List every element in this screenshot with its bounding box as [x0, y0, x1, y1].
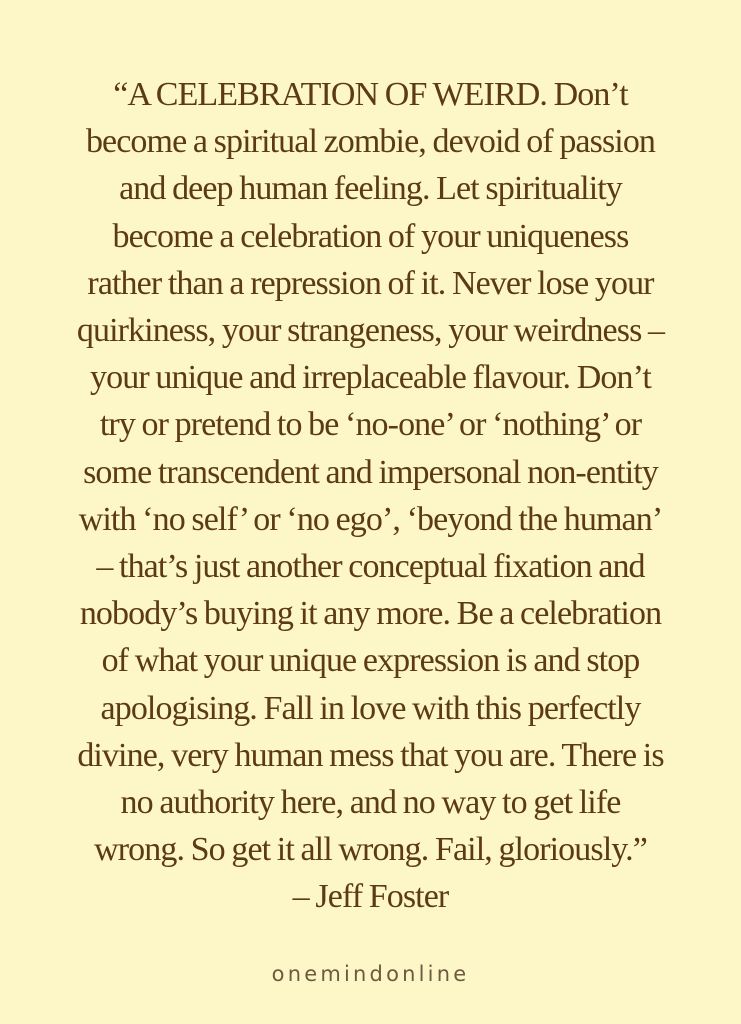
- quote-line: of what your unique expression is and stop: [101, 642, 640, 680]
- quote-line: become a spiritual zombie, devoid of passion: [85, 123, 656, 161]
- quote-line: your unique and irreplaceable flavour. Don’t: [90, 359, 651, 397]
- quote-line: and deep human feeling. Let spirituality: [119, 170, 622, 208]
- quote-attribution: – Jeff Foster: [292, 878, 449, 916]
- quote-line: “A CELEBRATION OF WEIRD. Don’t: [113, 76, 628, 113]
- quote-line: nobody’s buying it any more. Be a celebration: [79, 595, 662, 633]
- quote-line: apologising. Fall in love with this perfectly: [100, 689, 641, 727]
- quote-line: try or pretend to be ‘no-one’ or ‘nothing’ or: [99, 406, 642, 444]
- quote-line: quirkiness, your strangeness, your weirdness –: [76, 312, 665, 350]
- quote-line: some transcendent and impersonal non-entity: [83, 453, 658, 491]
- quote-text-block: [0, 71, 741, 921]
- quote-line: divine, very human mess that you are. There is: [77, 736, 664, 774]
- quote-line: – that’s just another conceptual fixation and: [96, 548, 645, 586]
- quote-line: become a celebration of your uniqueness: [112, 217, 629, 255]
- brand-watermark: onemindonline: [271, 962, 470, 986]
- quote-line: wrong. So get it all wrong. Fail, gloriously.”: [94, 831, 647, 869]
- quote-line: no authority here, and no way to get life: [120, 784, 621, 822]
- quote-line: rather than a repression of it. Never lose your: [87, 264, 654, 302]
- quote-line: with ‘no self’ or ‘no ego’, ‘beyond the human’: [78, 500, 663, 538]
